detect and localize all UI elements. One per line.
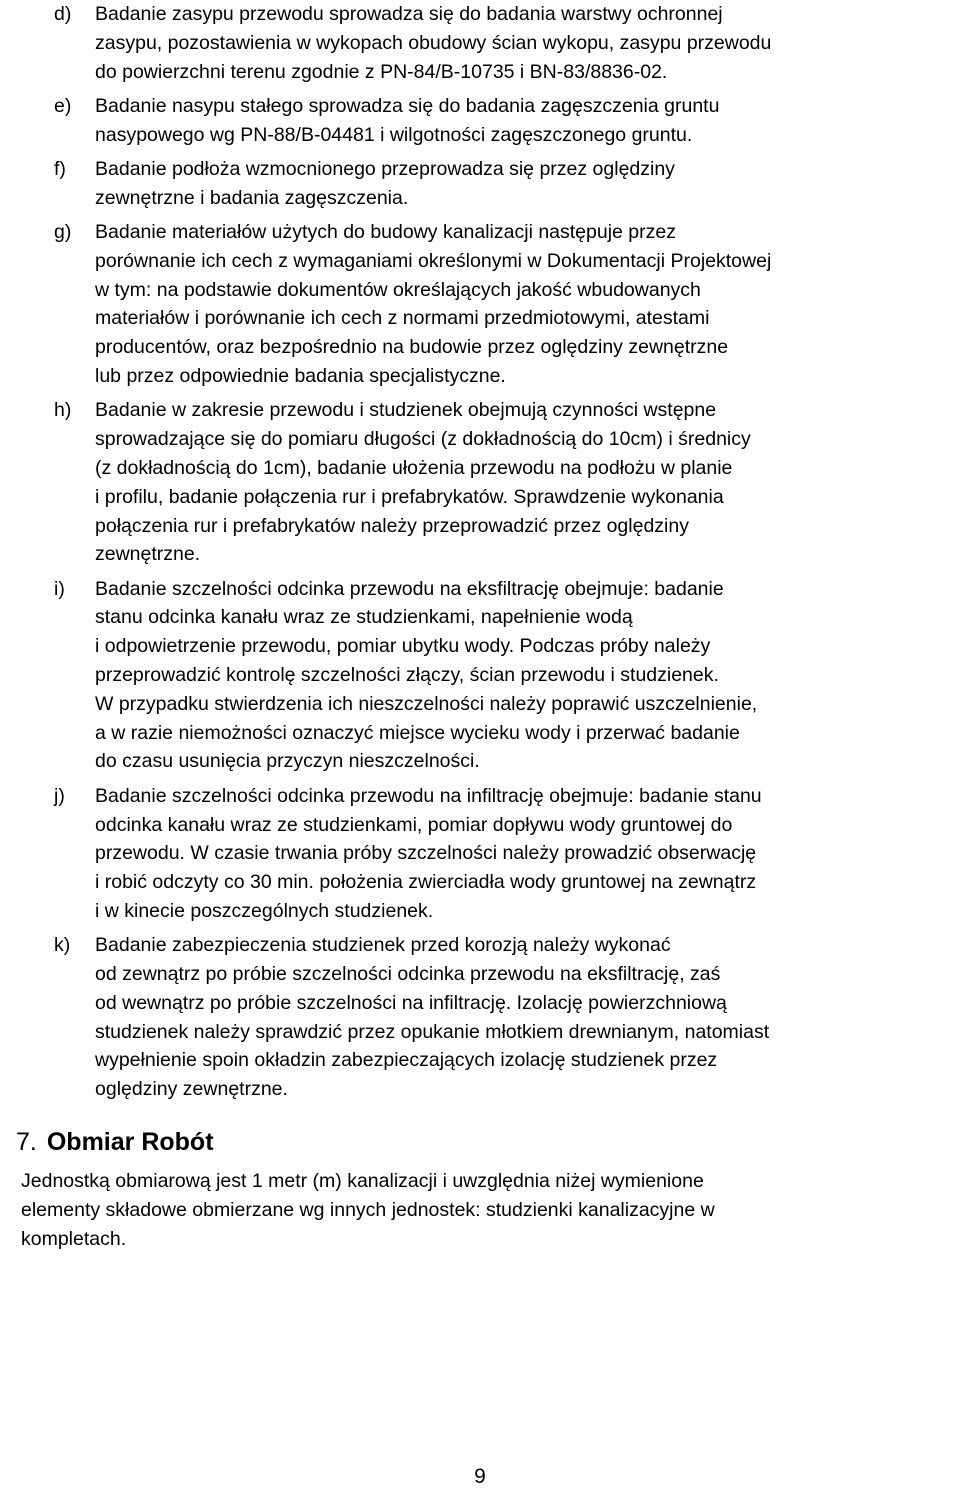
list-item-text-line: w tym: na podstawie dokumentów określających jakość wbudowanych [95, 278, 701, 301]
list-item-text-line: porównanie ich cech z wymaganiami określonymi w Dokumentacji Projektowej [95, 249, 772, 272]
list-item-text-line: przewodu. W czasie trwania próby szczelności należy prowadzić obserwację [95, 842, 757, 865]
list-item-text-line: oględziny zewnętrzne. [95, 1078, 288, 1101]
list-item-text-line: i w kinecie poszczególnych studzienek. [95, 899, 434, 922]
list-item-text-line: zewnętrzne i badania zagęszczenia. [95, 186, 409, 209]
list-item [0, 931, 960, 1104]
list-item-text-line: Badanie w zakresie przewodu i studzienek obejmują czynności wstępne [95, 399, 717, 422]
list-item-text-line: Badanie zasypu przewodu sprowadza się do badania warstwy ochronnej [95, 3, 723, 25]
list-item-text-line: studzienek należy sprawdzić przez opukanie młotkiem drewnianym, natomiast [95, 1020, 770, 1043]
list-item-text-line: odcinka kanału wraz ze studzienkami, pomiar dopływu wody gruntowej do [95, 813, 733, 836]
list-item [0, 782, 960, 926]
paragraph-line: Jednostką obmiarową jest 1 metr (m) kanalizacji i uwzględnia niżej wymienione [21, 1170, 704, 1192]
list-item-text-line: od zewnątrz po próbie szczelności odcinka przewodu na eksfiltrację, zaś [95, 963, 721, 985]
list-item [0, 396, 960, 569]
list-item-text-line: połączenia rur i prefabrykatów należy przeprowadzić przez oględziny [95, 514, 689, 537]
list-item-text-line: i robić odczyty co 30 min. położenia zwierciadła wody gruntowej na zewnątrz [95, 871, 757, 894]
paragraph-line: kompletach. [21, 1227, 127, 1250]
list-item [0, 575, 960, 777]
list-item-marker: f) [54, 157, 66, 180]
list-item-text-line: przeprowadzić kontrolę szczelności złączy, ścian przewodu i studzienek. [95, 664, 719, 687]
list-item-marker: i) [54, 577, 65, 600]
list-item-text-line: wypełnienie spoin okładzin zabezpieczających izolację studzienek przez [95, 1049, 718, 1072]
list-item-text-line: W przypadku stwierdzenia ich nieszczelności należy poprawić uszczelnienie, [95, 692, 758, 715]
list-item-text-line: materiałów i porównanie ich cech z normami przedmiotowymi, atestami [95, 307, 710, 330]
list-item-text-line: nasypowego wg PN-88/B-04481 i wilgotności zagęszczonego gruntu. [95, 123, 693, 146]
list-item [0, 155, 960, 213]
list-item-text-line: a w razie niemożności oznaczyć miejsce wycieku wody i przerwać badanie [95, 721, 740, 744]
list-item [0, 0, 960, 86]
list-item-marker: d) [54, 3, 72, 25]
list-item-text-line: stanu odcinka kanału wraz ze studzienkami, napełnienie wodą [95, 606, 633, 629]
paragraph-line: elementy składowe obmierzane wg innych jednostek: studzienki kanalizacyjne w [21, 1198, 715, 1221]
list-item-text-line: (z dokładnością do 1cm), badanie ułożenia przewodu na podłożu w planie [95, 456, 733, 479]
list-item-marker: j) [54, 784, 65, 807]
list-item [0, 218, 960, 391]
list-item-text-line: producentów, oraz bezpośrednio na budowie przez oględziny zewnętrzne [95, 336, 729, 359]
list-item-text-line: i odpowietrzenie przewodu, pomiar ubytku wody. Podczas próby należy [95, 635, 711, 658]
list-item-text-line: Badanie szczelności odcinka przewodu na infiltrację obejmuje: badanie stanu [95, 784, 762, 807]
list-item-marker: g) [54, 221, 72, 244]
list-item [0, 92, 960, 150]
list-item-text-line: do czasu usunięcia przyczyn nieszczelności. [95, 750, 480, 773]
section-heading [16, 1126, 214, 1158]
list-item-text-line: Badanie szczelności odcinka przewodu na eksfiltrację obejmuje: badanie [95, 577, 724, 600]
list-item-text-line: Badanie materiałów użytych do budowy kanalizacji następuje przez [95, 221, 676, 244]
section-paragraph [21, 1167, 951, 1253]
list-item-text-line: lub przez odpowiednie badania specjalistyczne. [95, 365, 506, 388]
list-item-text-line: do powierzchni terenu zgodnie z PN-84/B-10735 i BN-83/8836-02. [95, 60, 668, 83]
list-item-marker: k) [54, 934, 71, 957]
list-item-text-line: Badanie zabezpieczenia studzienek przed korozją należy wykonać [95, 934, 671, 957]
list-item-text-line: zewnętrzne. [95, 543, 201, 566]
list-item-text-line: sprowadzające się do pomiaru długości (z dokładnością do 10cm) i średnicy [95, 428, 751, 451]
section-number: 7. [16, 1128, 37, 1156]
page-number: 9 [474, 1465, 486, 1488]
list-item-marker: e) [54, 94, 72, 117]
list-item-text-line: zasypu, pozostawienia w wykopach obudowy ścian wykopu, zasypu przewodu [95, 31, 772, 54]
list-item-text-line: od wewnątrz po próbie szczelności na infiltrację. Izolację powierzchniową [95, 991, 727, 1014]
list-item-marker: h) [54, 399, 72, 422]
list-item-text-line: i profilu, badanie połączenia rur i prefabrykatów. Sprawdzenie wykonania [95, 485, 724, 508]
list-item-text-line: Badanie nasypu stałego sprowadza się do badania zagęszczenia gruntu [95, 94, 720, 117]
list-item-text-line: Badanie podłoża wzmocnionego przeprowadza się przez oględziny [95, 157, 675, 180]
section-title: Obmiar Robót [46, 1128, 214, 1156]
